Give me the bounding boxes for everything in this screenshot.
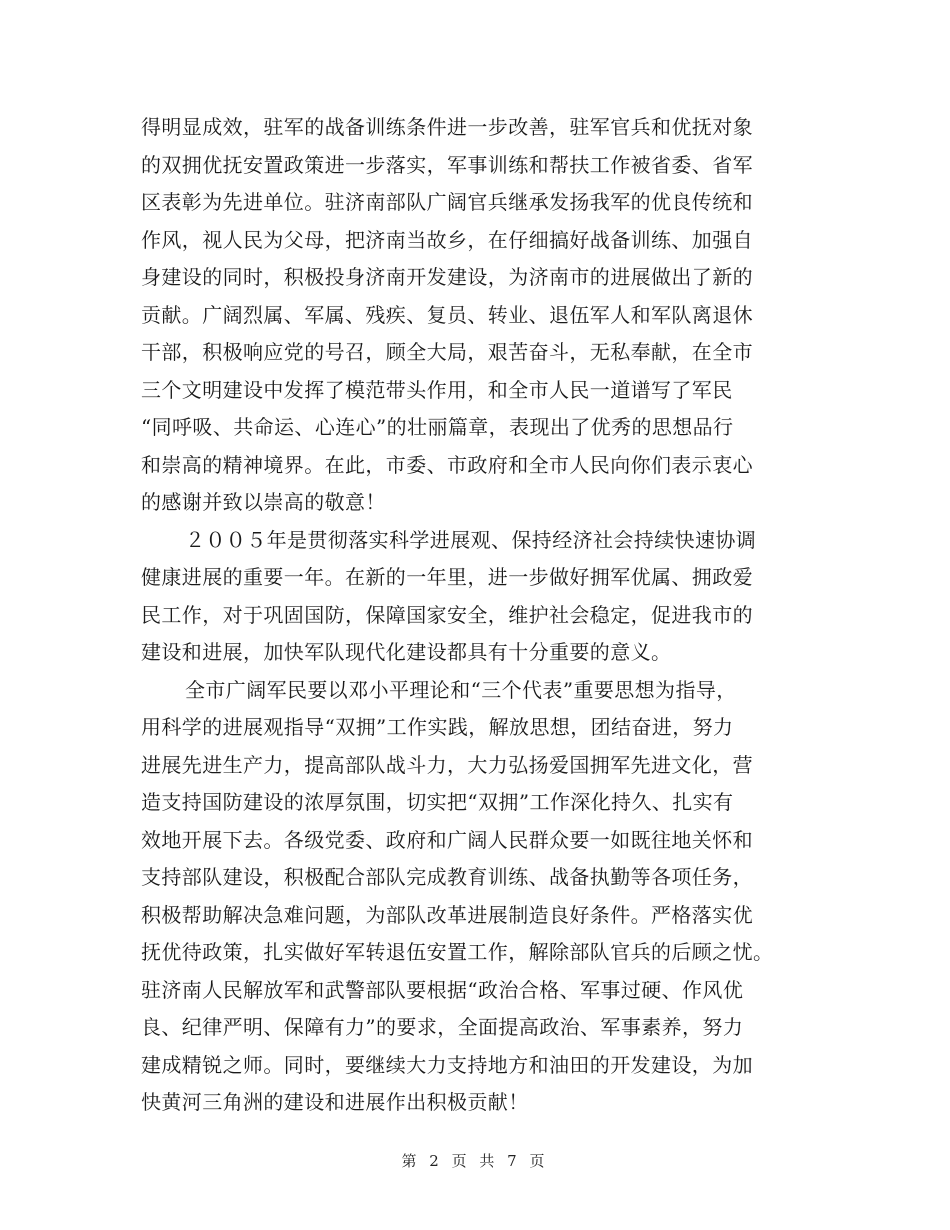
paragraph-2 bbox=[141, 522, 801, 672]
text-line: “同呼吸、共命运、心连心”的壮丽篇章，表现出了优秀的思想品行 bbox=[141, 415, 734, 439]
text-line: 贡献。广阔烈属、军属、残疾、复员、转业、退伍军人和军队离退休 bbox=[141, 302, 753, 327]
text-line: 和崇高的精神境界。在此，市委、市政府和全市人民向你们表示衷心 bbox=[141, 452, 753, 477]
text-line: 驻济南人民解放军和武警部队要根据“政治合格、军事过硬、作风优 bbox=[141, 977, 744, 1002]
text-line: 抚优待政策，扎实做好军转退伍安置工作，解除部队官兵的后顾之忧。 bbox=[141, 940, 774, 964]
paragraph-1 bbox=[141, 109, 801, 522]
text-line: 的感谢并致以崇高的敬意！ bbox=[141, 490, 386, 514]
text-line: 建成精锐之师。同时，要继续大力支持地方和油田的开发建设，为加 bbox=[141, 1052, 753, 1077]
text-line: 积极帮助解决急难问题，为部队改革进展制造良好条件。严格落实优 bbox=[141, 902, 753, 927]
text-line: 干部，积极响应党的号召，顾全大局，艰苦奋斗，无私奉献，在全市 bbox=[141, 340, 753, 364]
page-number-footer: 第 2 页 共 7 页 bbox=[401, 1152, 549, 1170]
text-line: 良、纪律严明、保障有力”的要求，全面提高政治、军事素养，努力 bbox=[141, 1015, 744, 1039]
text-line: 民工作，对于巩固国防，保障国家安全，维护社会稳定，促进我市的 bbox=[141, 602, 753, 627]
text-line: 快黄河三角洲的建设和进展作出积极贡献！ bbox=[141, 1090, 529, 1114]
text-line: 作风，视人民为父母，把济南当故乡，在仔细搞好战备训练、加强自 bbox=[141, 227, 753, 252]
text-line: 造支持国防建设的浓厚氛围，切实把“双拥”工作深化持久、扎实有 bbox=[141, 790, 734, 814]
text-line: 的双拥优抚安置政策进一步落实，军事训练和帮扶工作被省委、省军 bbox=[141, 152, 753, 177]
text-line: 身建设的同时，积极投身济南开发建设，为济南市的进展做出了新的 bbox=[141, 265, 753, 289]
text-line: 建设和进展，加快军队现代化建设都具有十分重要的意义。 bbox=[141, 640, 672, 664]
text-line: 健康进展的重要一年。在新的一年里，进一步做好拥军优属、拥政爱 bbox=[141, 565, 753, 589]
text-line: 区表彰为先进单位。驻济南部队广阔官兵继承发扬我军的优良传统和 bbox=[141, 190, 753, 214]
text-line: 三个文明建设中发挥了模范带头作用，和全市人民一道谱写了军民 bbox=[141, 377, 733, 402]
text-line: 支持部队建设，积极配合部队完成教育训练、战备执勤等各项任务， bbox=[141, 865, 753, 889]
text-line: 用科学的进展观指导“双拥”工作实践，解放思想，团结奋进，努力 bbox=[141, 715, 734, 739]
document-body bbox=[141, 109, 801, 1122]
paragraph-3 bbox=[141, 672, 801, 1122]
text-line: 效地开展下去。各级党委、政府和广阔人民群众要一如既往地关怀和 bbox=[141, 827, 753, 852]
text-line: ２００５年是贯彻落实科学进展观、保持经济社会持续快速协调 bbox=[185, 527, 757, 552]
text-line: 全市广阔军民要以邓小平理论和“三个代表”重要思想为指导， bbox=[185, 677, 737, 702]
text-line: 进展先进生产力，提高部队战斗力，大力弘扬爱国拥军先进文化，营 bbox=[141, 752, 753, 777]
text-line: 得明显成效，驻军的战备训练条件进一步改善，驻军官兵和优抚对象 bbox=[141, 115, 753, 139]
